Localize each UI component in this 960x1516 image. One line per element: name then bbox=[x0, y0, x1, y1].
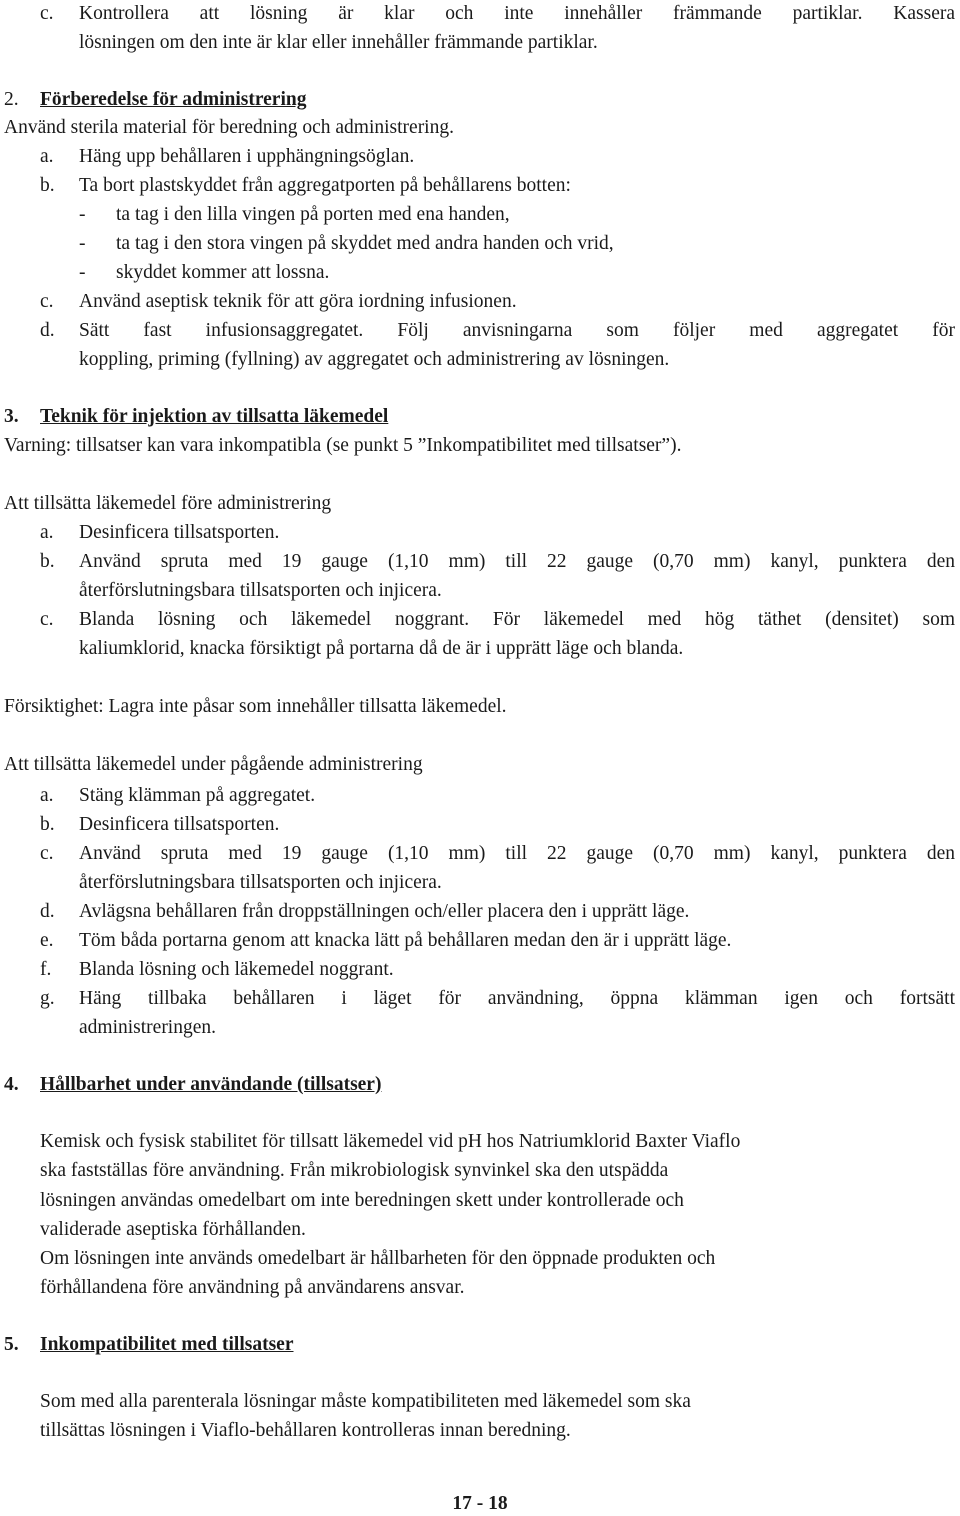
sub-step-text: ta tag i den stora vingen på skyddet med andra handen och vrid, bbox=[116, 233, 614, 254]
list-marker: g. bbox=[40, 988, 55, 1009]
list-marker: b. bbox=[40, 175, 55, 196]
list-text: återförslutningsbara tillsatsporten och injicera. bbox=[79, 580, 442, 601]
list-marker: d. bbox=[40, 901, 55, 922]
list-marker: c. bbox=[40, 3, 54, 24]
list-text: koppling, priming (fyllning) av aggregatet och administrering av lösningen. bbox=[79, 349, 670, 370]
section-number: 3. bbox=[4, 406, 19, 427]
list-text: Häng upp behållaren i upphängningsöglan. bbox=[79, 146, 415, 167]
list-marker: b. bbox=[40, 814, 55, 835]
list-text: Använd aseptisk teknik för att göra iordning infusionen. bbox=[79, 291, 517, 312]
list-marker: d. bbox=[40, 320, 55, 341]
subheading: Att tillsätta läkemedel före administrering bbox=[4, 493, 332, 514]
list-text: kaliumklorid, knacka försiktigt på portarna då de är i upprätt läge och blanda. bbox=[79, 638, 684, 659]
list-marker: e. bbox=[40, 930, 54, 951]
section-title: Teknik för injektion av tillsatta läkemedel bbox=[40, 406, 389, 427]
list-text: Kontrollera att lösning är klar och inte innehåller främmande partiklar. Kassera bbox=[79, 3, 955, 24]
section-title: Hållbarhet under användande (tillsatser) bbox=[40, 1074, 382, 1095]
list-text: Häng tillbaka behållaren i läget för användning, öppna klämman igen och fortsätt bbox=[79, 988, 955, 1009]
dash-marker: - bbox=[79, 233, 86, 254]
list-text: Avlägsna behållaren från droppställningen och/eller placera den i upprätt läge. bbox=[79, 901, 690, 922]
section-number: 5. bbox=[4, 1334, 19, 1355]
list-text: Ta bort plastskyddet från aggregatporten på behållarens botten: bbox=[79, 175, 571, 196]
dash-marker: - bbox=[79, 204, 86, 225]
list-text: Använd spruta med 19 gauge (1,10 mm) till 22 gauge (0,70 mm) kanyl, punktera den bbox=[79, 843, 955, 864]
list-marker: c. bbox=[40, 843, 54, 864]
sub-step-text: ta tag i den lilla vingen på porten med ena handen, bbox=[116, 204, 510, 225]
page-number: 17 - 18 bbox=[452, 1493, 508, 1514]
section-number: 4. bbox=[4, 1074, 19, 1095]
paragraph: validerade aseptiska förhållanden. bbox=[40, 1219, 306, 1240]
paragraph: ska fastställas före användning. Från mikrobiologisk synvinkel ska den utspädda bbox=[40, 1160, 669, 1181]
paragraph: Använd sterila material för beredning och administrering. bbox=[4, 117, 454, 138]
list-marker: c. bbox=[40, 609, 54, 630]
section-number: 2. bbox=[4, 89, 19, 110]
list-text: Desinficera tillsatsporten. bbox=[79, 814, 280, 835]
list-text: Använd spruta med 19 gauge (1,10 mm) till 22 gauge (0,70 mm) kanyl, punktera den bbox=[79, 551, 955, 572]
list-text: Blanda lösning och läkemedel noggrant. bbox=[79, 959, 394, 980]
paragraph: Om lösningen inte används omedelbart är hållbarheten för den öppnade produkten och bbox=[40, 1248, 716, 1269]
list-text: lösningen om den inte är klar eller innehåller främmande partiklar. bbox=[79, 32, 598, 53]
list-marker: a. bbox=[40, 785, 54, 806]
paragraph: Varning: tillsatser kan vara inkompatibla (se punkt 5 ”Inkompatibilitet med tillsatser”). bbox=[4, 435, 682, 456]
paragraph: lösningen användas omedelbart om inte beredningen skett under kontrollerade och bbox=[40, 1190, 684, 1211]
list-marker: c. bbox=[40, 291, 54, 312]
list-marker: a. bbox=[40, 522, 54, 543]
list-text: Blanda lösning och läkemedel noggrant. För läkemedel med hög täthet (densitet) som bbox=[79, 609, 955, 630]
dash-marker: - bbox=[79, 262, 86, 283]
list-text: Desinficera tillsatsporten. bbox=[79, 522, 280, 543]
paragraph: Försiktighet: Lagra inte påsar som innehåller tillsatta läkemedel. bbox=[4, 696, 507, 717]
paragraph: förhållandena före användning på användarens ansvar. bbox=[40, 1277, 465, 1298]
list-marker: b. bbox=[40, 551, 55, 572]
section-title: Inkompatibilitet med tillsatser bbox=[40, 1334, 294, 1355]
paragraph: tillsättas lösningen i Viaflo-behållaren kontrolleras innan beredning. bbox=[40, 1420, 571, 1441]
paragraph: Kemisk och fysisk stabilitet för tillsatt läkemedel vid pH hos Natriumklorid Baxter Viaflo bbox=[40, 1131, 741, 1152]
subheading: Att tillsätta läkemedel under pågående administrering bbox=[4, 754, 423, 775]
list-text: administreringen. bbox=[79, 1017, 217, 1038]
paragraph: Som med alla parenterala lösningar måste kompatibiliteten med läkemedel som ska bbox=[40, 1391, 691, 1412]
list-marker: a. bbox=[40, 146, 54, 167]
section-title: Förberedelse för administrering bbox=[40, 89, 307, 110]
sub-step-text: skyddet kommer att lossna. bbox=[116, 262, 330, 283]
list-marker: f. bbox=[40, 959, 52, 980]
list-text: Stäng klämman på aggregatet. bbox=[79, 785, 316, 806]
list-text: återförslutningsbara tillsatsporten och injicera. bbox=[79, 872, 442, 893]
list-text: Töm båda portarna genom att knacka lätt på behållaren medan den är i upprätt läge. bbox=[79, 930, 732, 951]
list-text: Sätt fast infusionsaggregatet. Följ anvisningarna som följer med aggregatet för bbox=[79, 320, 955, 341]
